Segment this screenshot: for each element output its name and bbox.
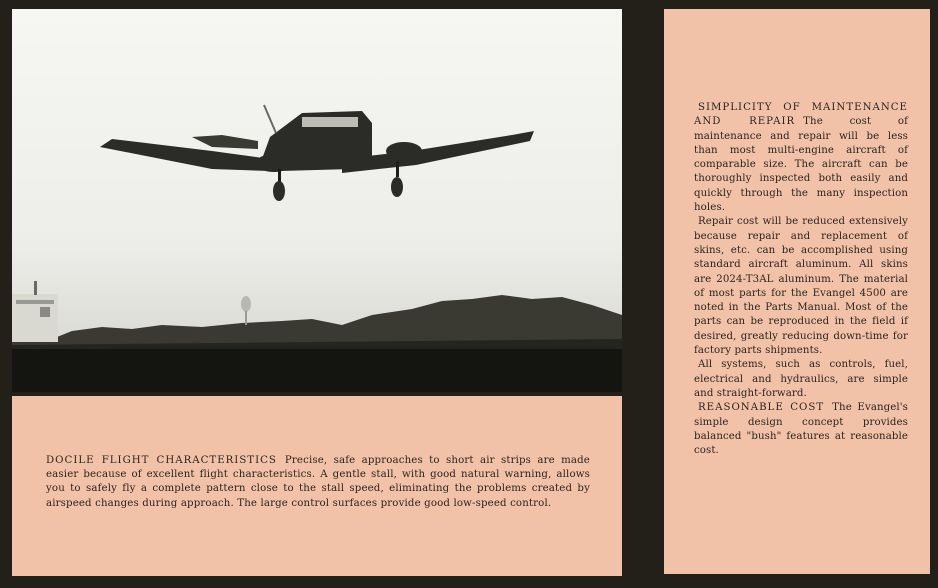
- systems-paragraph: All systems, such as controls, fuel, electrical and hydraulics, are simple and straight-forward.: [694, 359, 908, 399]
- maintenance-body: The cost of maintenance and repair will be less than most multi-engine aircraft of comparable size. The aircraft can be thoroughly inspected both easily and quickly through the many inspection holes.: [694, 116, 908, 214]
- flight-characteristics-body: Precise, safe approaches to short air strips are made easier because of excellent flight characteristics. A gentle stall, with good natural warning, allows you to safely fly a complete pattern close to the stall speed, eliminating the problems created by airspeed changes during approach. The large control surfaces provide good low-speed control.: [46, 455, 590, 509]
- maintenance-heading: SIMPLICITY OF MAINTENANCE AND REPAIR: [694, 102, 908, 128]
- maintenance-paragraph: [694, 101, 908, 215]
- flight-characteristics-text: [46, 454, 590, 511]
- airplane-photo: [12, 9, 622, 392]
- ground: [12, 349, 622, 392]
- cost-paragraph: [694, 401, 908, 458]
- flight-characteristics-panel: [12, 396, 622, 576]
- cost-body: The Evangel's simple design concept provides balanced "bush" features at reasonable cost.: [694, 402, 908, 457]
- airplane-photo-graphic: [12, 9, 622, 392]
- flight-characteristics-heading: DOCILE FLIGHT CHARACTERISTICS: [46, 455, 277, 466]
- cost-heading: REASONABLE COST: [698, 402, 825, 414]
- maintenance-panel: [664, 9, 930, 574]
- sky: [12, 9, 622, 339]
- repair-paragraph: Repair cost will be reduced extensively because repair and replacement of skins, etc. can be accomplished using standard aircraft aluminum. All skins are 2024-T3AL aluminum. The material of most parts for the Evangel 4500 are noted in the Parts Manual. Most of the parts can be reproduced in the field if desired, greatly reducing down-time for factory parts shipments.: [694, 216, 908, 357]
